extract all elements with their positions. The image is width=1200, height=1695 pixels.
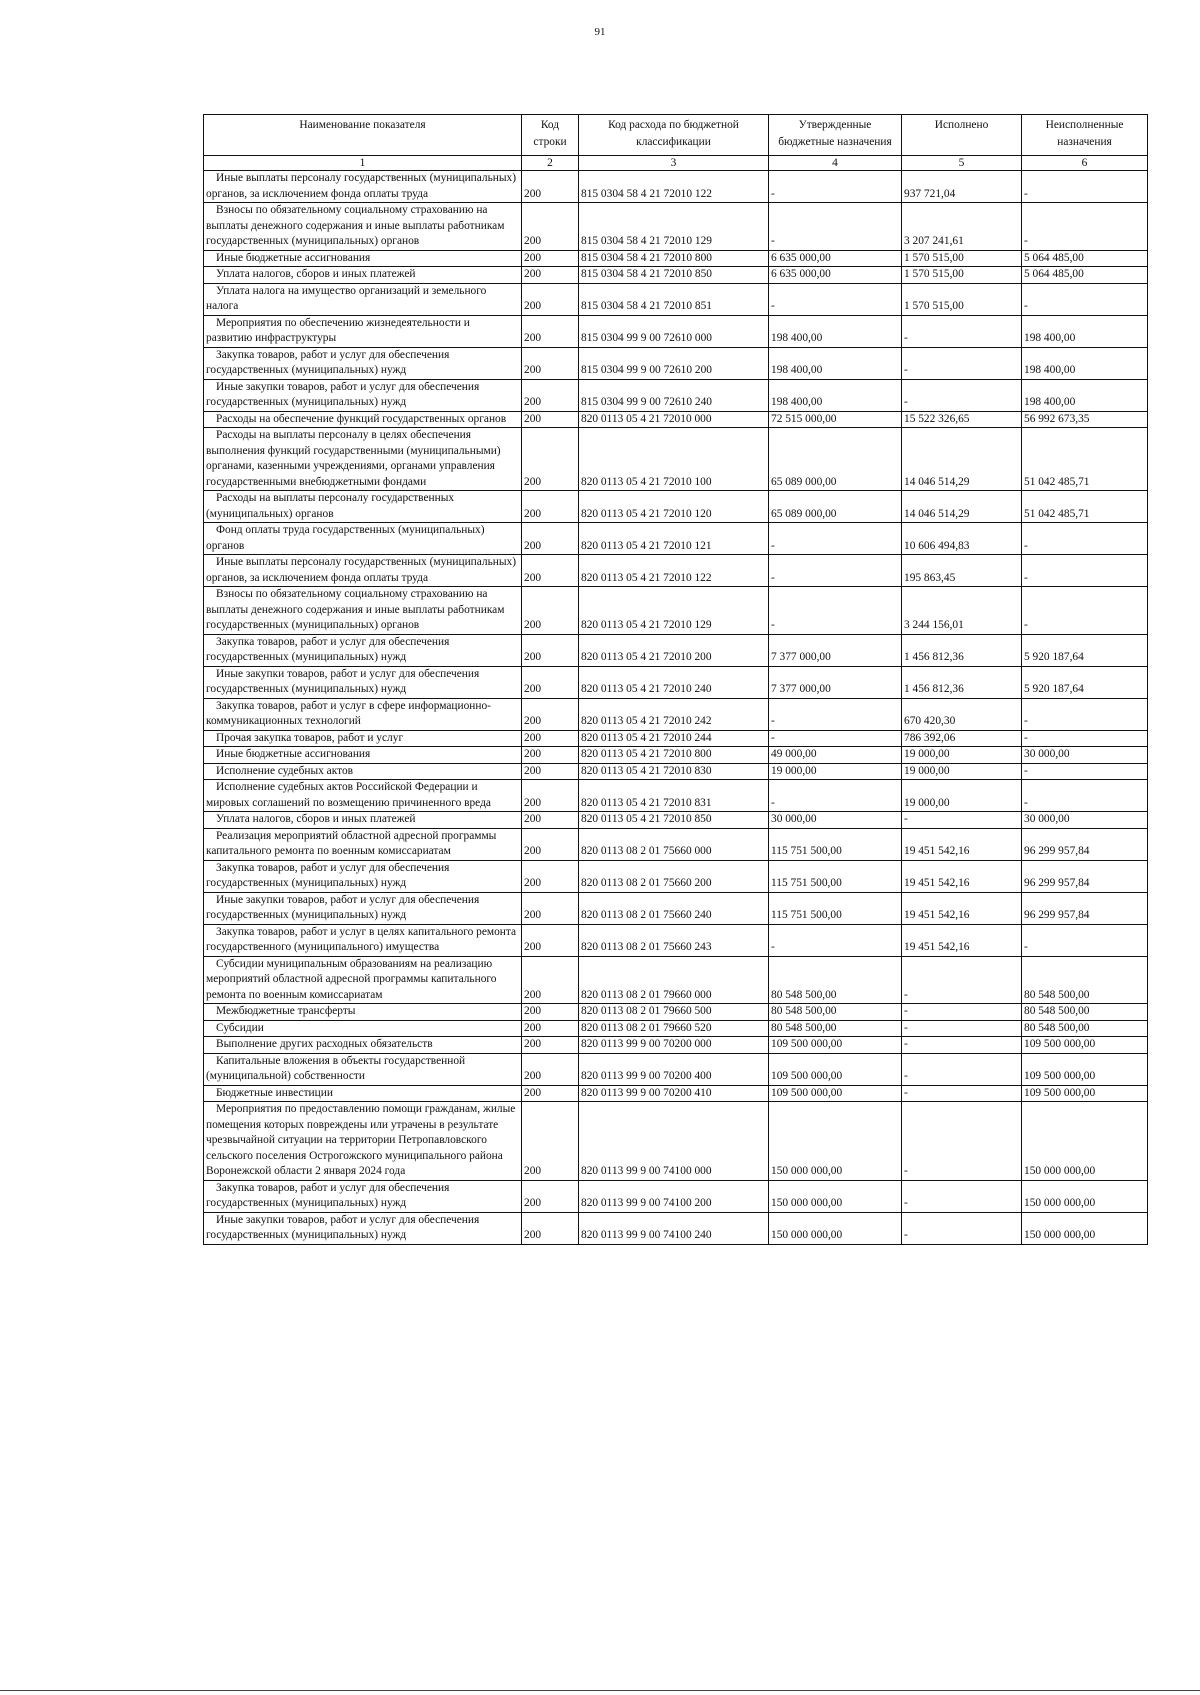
row-executed-cell: 19 451 542,16 [902, 860, 1022, 892]
row-name-cell: Иные закупки товаров, работ и услуг для обеспечения государственных (муниципальных) нужд [204, 892, 522, 924]
row-approved-cell: 150 000 000,00 [769, 1212, 902, 1244]
row-line-code-cell: 200 [522, 780, 579, 812]
row-classification-code-cell: 820 0113 99 9 00 70200 400 [579, 1053, 769, 1085]
table-row [204, 828, 1148, 860]
row-classification-code-cell: 820 0113 05 4 21 72010 850 [579, 812, 769, 829]
table-row [204, 555, 1148, 587]
row-name-cell: Иные выплаты персоналу государственных (муниципальных) органов, за исключением фонда оплаты труда [204, 555, 522, 587]
header-line-code: Код строки [522, 115, 579, 156]
header-budget-classification-code: Код расхода по бюджетной классификации [579, 115, 769, 156]
row-name-cell: Мероприятия по обеспечению жизнедеятельности и развитию инфраструктуры [204, 315, 522, 347]
row-name-cell: Прочая закупка товаров, работ и услуг [204, 730, 522, 747]
table-row [204, 1020, 1148, 1037]
row-executed-cell: 3 244 156,01 [902, 587, 1022, 635]
row-executed-cell: 1 570 515,00 [902, 283, 1022, 315]
table-row [204, 666, 1148, 698]
row-approved-cell: 72 515 000,00 [769, 411, 902, 428]
row-approved-cell: - [769, 171, 902, 203]
row-line-code-cell: 200 [522, 924, 579, 956]
row-executed-cell: - [902, 812, 1022, 829]
row-approved-cell: 115 751 500,00 [769, 828, 902, 860]
table-row [204, 1037, 1148, 1054]
row-executed-cell: 10 606 494,83 [902, 523, 1022, 555]
row-approved-cell: 65 089 000,00 [769, 491, 902, 523]
row-approved-cell: 198 400,00 [769, 379, 902, 411]
row-unexecuted-cell: 5 920 187,64 [1022, 634, 1148, 666]
row-unexecuted-cell: - [1022, 780, 1148, 812]
row-name-cell: Иные закупки товаров, работ и услуг для обеспечения государственных (муниципальных) нужд [204, 379, 522, 411]
row-line-code-cell: 200 [522, 698, 579, 730]
row-executed-cell: 937 721,04 [902, 171, 1022, 203]
row-approved-cell: - [769, 523, 902, 555]
table-row [204, 1085, 1148, 1102]
row-name-cell: Закупка товаров, работ и услуг для обеспечения государственных (муниципальных) нужд [204, 1180, 522, 1212]
row-executed-cell: - [902, 1037, 1022, 1054]
row-classification-code-cell: 815 0304 99 9 00 72610 200 [579, 347, 769, 379]
table-row [204, 860, 1148, 892]
row-name-cell: Бюджетные инвестиции [204, 1085, 522, 1102]
table-header [204, 115, 1148, 171]
row-approved-cell: - [769, 283, 902, 315]
row-unexecuted-cell: 30 000,00 [1022, 812, 1148, 829]
row-classification-code-cell: 820 0113 05 4 21 72010 000 [579, 411, 769, 428]
row-classification-code-cell: 820 0113 99 9 00 74100 200 [579, 1180, 769, 1212]
row-classification-code-cell: 820 0113 99 9 00 70200 410 [579, 1085, 769, 1102]
row-classification-code-cell: 820 0113 05 4 21 72010 120 [579, 491, 769, 523]
row-approved-cell: 6 635 000,00 [769, 250, 902, 267]
table-row [204, 283, 1148, 315]
row-approved-cell: - [769, 780, 902, 812]
table-row [204, 892, 1148, 924]
row-name-cell: Выполнение других расходных обязательств [204, 1037, 522, 1054]
row-executed-cell: 14 046 514,29 [902, 428, 1022, 491]
table-row [204, 428, 1148, 491]
row-approved-cell: - [769, 924, 902, 956]
table-row [204, 411, 1148, 428]
row-name-cell: Уплата налогов, сборов и иных платежей [204, 267, 522, 284]
row-unexecuted-cell: - [1022, 171, 1148, 203]
row-line-code-cell: 200 [522, 828, 579, 860]
row-executed-cell: 19 451 542,16 [902, 828, 1022, 860]
row-approved-cell: 150 000 000,00 [769, 1180, 902, 1212]
row-approved-cell: 65 089 000,00 [769, 428, 902, 491]
row-line-code-cell: 200 [522, 1085, 579, 1102]
row-name-cell: Межбюджетные трансферты [204, 1004, 522, 1021]
column-number-row [204, 156, 1148, 171]
row-line-code-cell: 200 [522, 747, 579, 764]
table-row [204, 523, 1148, 555]
row-classification-code-cell: 820 0113 08 2 01 79660 500 [579, 1004, 769, 1021]
row-classification-code-cell: 820 0113 05 4 21 72010 121 [579, 523, 769, 555]
column-number: 5 [902, 156, 1022, 171]
table-body [204, 171, 1148, 1245]
row-classification-code-cell: 820 0113 08 2 01 79660 520 [579, 1020, 769, 1037]
row-executed-cell: - [902, 1180, 1022, 1212]
header-executed: Исполнено [902, 115, 1022, 156]
row-name-cell: Закупка товаров, работ и услуг в целях капитального ремонта государственного (муниципального) имущества [204, 924, 522, 956]
row-executed-cell: 15 522 326,65 [902, 411, 1022, 428]
table-row [204, 267, 1148, 284]
row-line-code-cell: 200 [522, 1212, 579, 1244]
row-line-code-cell: 200 [522, 1180, 579, 1212]
row-unexecuted-cell: 5 064 485,00 [1022, 267, 1148, 284]
row-executed-cell: - [902, 1020, 1022, 1037]
page-bottom-rule [0, 1690, 1200, 1691]
header-approved-assignments: Утвержденные бюджетные назначения [769, 115, 902, 156]
row-unexecuted-cell: - [1022, 763, 1148, 780]
row-line-code-cell: 200 [522, 812, 579, 829]
row-line-code-cell: 200 [522, 491, 579, 523]
row-classification-code-cell: 820 0113 05 4 21 72010 129 [579, 587, 769, 635]
table-row [204, 1180, 1148, 1212]
row-approved-cell: 150 000 000,00 [769, 1102, 902, 1181]
row-line-code-cell: 200 [522, 763, 579, 780]
row-name-cell: Закупка товаров, работ и услуг для обеспечения государственных (муниципальных) нужд [204, 634, 522, 666]
row-unexecuted-cell: - [1022, 730, 1148, 747]
row-classification-code-cell: 815 0304 58 4 21 72010 851 [579, 283, 769, 315]
row-classification-code-cell: 815 0304 99 9 00 72610 240 [579, 379, 769, 411]
row-classification-code-cell: 820 0113 05 4 21 72010 122 [579, 555, 769, 587]
row-line-code-cell: 200 [522, 730, 579, 747]
row-executed-cell: 14 046 514,29 [902, 491, 1022, 523]
row-name-cell: Иные закупки товаров, работ и услуг для обеспечения государственных (муниципальных) нужд [204, 666, 522, 698]
row-unexecuted-cell: 150 000 000,00 [1022, 1102, 1148, 1181]
row-executed-cell: 1 570 515,00 [902, 250, 1022, 267]
row-executed-cell: 1 456 812,36 [902, 666, 1022, 698]
table-row [204, 491, 1148, 523]
row-approved-cell: 30 000,00 [769, 812, 902, 829]
row-unexecuted-cell: 198 400,00 [1022, 379, 1148, 411]
row-unexecuted-cell: 80 548 500,00 [1022, 1020, 1148, 1037]
header-unexecuted-assignments: Неисполненные назначения [1022, 115, 1148, 156]
row-line-code-cell: 200 [522, 1037, 579, 1054]
row-classification-code-cell: 820 0113 05 4 21 72010 100 [579, 428, 769, 491]
row-unexecuted-cell: - [1022, 555, 1148, 587]
row-name-cell: Уплата налога на имущество организаций и земельного налога [204, 283, 522, 315]
row-approved-cell: 7 377 000,00 [769, 666, 902, 698]
row-name-cell: Закупка товаров, работ и услуг для обеспечения государственных (муниципальных) нужд [204, 347, 522, 379]
row-unexecuted-cell: 51 042 485,71 [1022, 491, 1148, 523]
row-name-cell: Расходы на обеспечение функций государственных органов [204, 411, 522, 428]
row-executed-cell: 3 207 241,61 [902, 203, 1022, 251]
row-executed-cell: 1 570 515,00 [902, 267, 1022, 284]
row-unexecuted-cell: - [1022, 523, 1148, 555]
table-row [204, 1212, 1148, 1244]
row-executed-cell: 1 456 812,36 [902, 634, 1022, 666]
row-unexecuted-cell: 80 548 500,00 [1022, 1004, 1148, 1021]
table-row [204, 315, 1148, 347]
row-unexecuted-cell: 109 500 000,00 [1022, 1085, 1148, 1102]
row-approved-cell: 49 000,00 [769, 747, 902, 764]
row-classification-code-cell: 815 0304 58 4 21 72010 129 [579, 203, 769, 251]
row-line-code-cell: 200 [522, 315, 579, 347]
table-row [204, 347, 1148, 379]
row-approved-cell: 7 377 000,00 [769, 634, 902, 666]
row-line-code-cell: 200 [522, 347, 579, 379]
column-number: 3 [579, 156, 769, 171]
row-executed-cell: - [902, 956, 1022, 1004]
table-row [204, 171, 1148, 203]
row-unexecuted-cell: 109 500 000,00 [1022, 1037, 1148, 1054]
row-executed-cell: 19 000,00 [902, 780, 1022, 812]
row-unexecuted-cell: 5 920 187,64 [1022, 666, 1148, 698]
row-executed-cell: - [902, 1053, 1022, 1085]
row-classification-code-cell: 820 0113 08 2 01 75660 200 [579, 860, 769, 892]
row-executed-cell: 195 863,45 [902, 555, 1022, 587]
row-approved-cell: 115 751 500,00 [769, 860, 902, 892]
row-classification-code-cell: 820 0113 05 4 21 72010 200 [579, 634, 769, 666]
row-executed-cell: 786 392,06 [902, 730, 1022, 747]
row-unexecuted-cell: 198 400,00 [1022, 315, 1148, 347]
row-approved-cell: - [769, 587, 902, 635]
table-row [204, 1053, 1148, 1085]
row-line-code-cell: 200 [522, 587, 579, 635]
row-name-cell: Иные бюджетные ассигнования [204, 250, 522, 267]
row-classification-code-cell: 815 0304 99 9 00 72610 000 [579, 315, 769, 347]
table-row [204, 698, 1148, 730]
row-unexecuted-cell: 80 548 500,00 [1022, 956, 1148, 1004]
row-classification-code-cell: 815 0304 58 4 21 72010 122 [579, 171, 769, 203]
row-line-code-cell: 200 [522, 634, 579, 666]
table-row [204, 763, 1148, 780]
row-unexecuted-cell: - [1022, 924, 1148, 956]
row-approved-cell: 80 548 500,00 [769, 1020, 902, 1037]
row-executed-cell: 19 451 542,16 [902, 924, 1022, 956]
row-unexecuted-cell: 30 000,00 [1022, 747, 1148, 764]
row-classification-code-cell: 820 0113 05 4 21 72010 244 [579, 730, 769, 747]
row-approved-cell: 19 000,00 [769, 763, 902, 780]
row-unexecuted-cell: - [1022, 203, 1148, 251]
row-unexecuted-cell: 150 000 000,00 [1022, 1212, 1148, 1244]
row-executed-cell: 19 000,00 [902, 763, 1022, 780]
table-row [204, 924, 1148, 956]
row-line-code-cell: 200 [522, 267, 579, 284]
row-name-cell: Закупка товаров, работ и услуг в сфере информационно-коммуникационных технологий [204, 698, 522, 730]
row-name-cell: Исполнение судебных актов [204, 763, 522, 780]
row-approved-cell: 80 548 500,00 [769, 956, 902, 1004]
row-line-code-cell: 200 [522, 428, 579, 491]
row-name-cell: Иные закупки товаров, работ и услуг для обеспечения государственных (муниципальных) нужд [204, 1212, 522, 1244]
table-row [204, 250, 1148, 267]
column-number: 4 [769, 156, 902, 171]
column-number: 2 [522, 156, 579, 171]
row-name-cell: Иные выплаты персоналу государственных (муниципальных) органов, за исключением фонда оплаты труда [204, 171, 522, 203]
row-name-cell: Уплата налогов, сборов и иных платежей [204, 812, 522, 829]
table-row [204, 956, 1148, 1004]
row-line-code-cell: 200 [522, 555, 579, 587]
table-row [204, 812, 1148, 829]
row-executed-cell: - [902, 1085, 1022, 1102]
row-classification-code-cell: 815 0304 58 4 21 72010 850 [579, 267, 769, 284]
row-line-code-cell: 200 [522, 283, 579, 315]
row-unexecuted-cell: 96 299 957,84 [1022, 892, 1148, 924]
row-executed-cell: - [902, 1212, 1022, 1244]
row-executed-cell: 670 420,30 [902, 698, 1022, 730]
table-row [204, 203, 1148, 251]
row-name-cell: Расходы на выплаты персоналу в целях обеспечения выполнения функций государственными (муниципальными) органами, казенными учреждениями, органами управления государственными внебюджетными фондами [204, 428, 522, 491]
row-line-code-cell: 200 [522, 250, 579, 267]
row-name-cell: Взносы по обязательному социальному страхованию на выплаты денежного содержания и иные выплаты работникам государственных (муниципальных) органов [204, 587, 522, 635]
row-line-code-cell: 200 [522, 666, 579, 698]
row-name-cell: Капитальные вложения в объекты государственной (муниципальной) собственности [204, 1053, 522, 1085]
row-line-code-cell: 200 [522, 171, 579, 203]
row-unexecuted-cell: 150 000 000,00 [1022, 1180, 1148, 1212]
row-approved-cell: - [769, 555, 902, 587]
row-unexecuted-cell: 56 992 673,35 [1022, 411, 1148, 428]
row-unexecuted-cell: - [1022, 283, 1148, 315]
row-name-cell: Расходы на выплаты персоналу государственных (муниципальных) органов [204, 491, 522, 523]
row-line-code-cell: 200 [522, 1102, 579, 1181]
row-approved-cell: 109 500 000,00 [769, 1053, 902, 1085]
column-number: 1 [204, 156, 522, 171]
row-name-cell: Субсидии муниципальным образованиям на реализацию мероприятий областной адресной программы капитального ремонта по военным комиссариатам [204, 956, 522, 1004]
row-classification-code-cell: 820 0113 05 4 21 72010 831 [579, 780, 769, 812]
table-row [204, 780, 1148, 812]
row-classification-code-cell: 820 0113 08 2 01 75660 000 [579, 828, 769, 860]
row-line-code-cell: 200 [522, 411, 579, 428]
row-approved-cell: - [769, 698, 902, 730]
row-name-cell: Закупка товаров, работ и услуг для обеспечения государственных (муниципальных) нужд [204, 860, 522, 892]
row-unexecuted-cell: 51 042 485,71 [1022, 428, 1148, 491]
row-line-code-cell: 200 [522, 379, 579, 411]
row-unexecuted-cell: 96 299 957,84 [1022, 828, 1148, 860]
table-row [204, 730, 1148, 747]
row-unexecuted-cell: 5 064 485,00 [1022, 250, 1148, 267]
row-line-code-cell: 200 [522, 892, 579, 924]
row-classification-code-cell: 820 0113 08 2 01 75660 243 [579, 924, 769, 956]
row-name-cell: Исполнение судебных актов Российской Федерации и мировых соглашений по возмещению причиненного вреда [204, 780, 522, 812]
row-classification-code-cell: 820 0113 99 9 00 74100 000 [579, 1102, 769, 1181]
table-row [204, 1004, 1148, 1021]
row-classification-code-cell: 820 0113 05 4 21 72010 240 [579, 666, 769, 698]
row-approved-cell: 6 635 000,00 [769, 267, 902, 284]
row-unexecuted-cell: - [1022, 587, 1148, 635]
row-unexecuted-cell: - [1022, 698, 1148, 730]
row-executed-cell: - [902, 315, 1022, 347]
row-name-cell: Иные бюджетные ассигнования [204, 747, 522, 764]
row-name-cell: Взносы по обязательному социальному страхованию на выплаты денежного содержания и иные выплаты работникам государственных (муниципальных) органов [204, 203, 522, 251]
row-unexecuted-cell: 109 500 000,00 [1022, 1053, 1148, 1085]
row-line-code-cell: 200 [522, 956, 579, 1004]
row-unexecuted-cell: 96 299 957,84 [1022, 860, 1148, 892]
column-number: 6 [1022, 156, 1148, 171]
table-row [204, 587, 1148, 635]
row-line-code-cell: 200 [522, 860, 579, 892]
row-approved-cell: 80 548 500,00 [769, 1004, 902, 1021]
row-approved-cell: - [769, 203, 902, 251]
row-approved-cell: 198 400,00 [769, 347, 902, 379]
row-approved-cell: 115 751 500,00 [769, 892, 902, 924]
row-classification-code-cell: 820 0113 05 4 21 72010 800 [579, 747, 769, 764]
row-executed-cell: - [902, 347, 1022, 379]
row-executed-cell: - [902, 1102, 1022, 1181]
row-line-code-cell: 200 [522, 1053, 579, 1085]
table-row [204, 379, 1148, 411]
row-executed-cell: - [902, 1004, 1022, 1021]
row-name-cell: Мероприятия по предоставлению помощи гражданам, жилые помещения которых повреждены или утрачены в результате чрезвычайной ситуации на территории Петропавловского сельского поселения Острогожского муниципального района Воронежской области 2 января 2024 года [204, 1102, 522, 1181]
row-classification-code-cell: 820 0113 99 9 00 74100 240 [579, 1212, 769, 1244]
row-classification-code-cell: 820 0113 99 9 00 70200 000 [579, 1037, 769, 1054]
row-line-code-cell: 200 [522, 203, 579, 251]
row-classification-code-cell: 820 0113 05 4 21 72010 830 [579, 763, 769, 780]
row-classification-code-cell: 815 0304 58 4 21 72010 800 [579, 250, 769, 267]
row-approved-cell: 109 500 000,00 [769, 1085, 902, 1102]
row-line-code-cell: 200 [522, 523, 579, 555]
row-unexecuted-cell: 198 400,00 [1022, 347, 1148, 379]
row-classification-code-cell: 820 0113 08 2 01 75660 240 [579, 892, 769, 924]
table-row [204, 747, 1148, 764]
row-name-cell: Субсидии [204, 1020, 522, 1037]
row-line-code-cell: 200 [522, 1020, 579, 1037]
row-classification-code-cell: 820 0113 05 4 21 72010 242 [579, 698, 769, 730]
row-name-cell: Фонд оплаты труда государственных (муниципальных) органов [204, 523, 522, 555]
header-indicator-name: Наименование показателя [204, 115, 522, 156]
row-classification-code-cell: 820 0113 08 2 01 79660 000 [579, 956, 769, 1004]
row-executed-cell: 19 451 542,16 [902, 892, 1022, 924]
row-approved-cell: - [769, 730, 902, 747]
page-number: 91 [594, 26, 606, 38]
row-executed-cell: 19 000,00 [902, 747, 1022, 764]
budget-execution-table [203, 114, 1148, 1245]
row-approved-cell: 109 500 000,00 [769, 1037, 902, 1054]
row-name-cell: Реализация мероприятий областной адресной программы капитального ремонта по военным комиссариатам [204, 828, 522, 860]
row-line-code-cell: 200 [522, 1004, 579, 1021]
table-row [204, 1102, 1148, 1181]
row-executed-cell: - [902, 379, 1022, 411]
row-approved-cell: 198 400,00 [769, 315, 902, 347]
table-row [204, 634, 1148, 666]
